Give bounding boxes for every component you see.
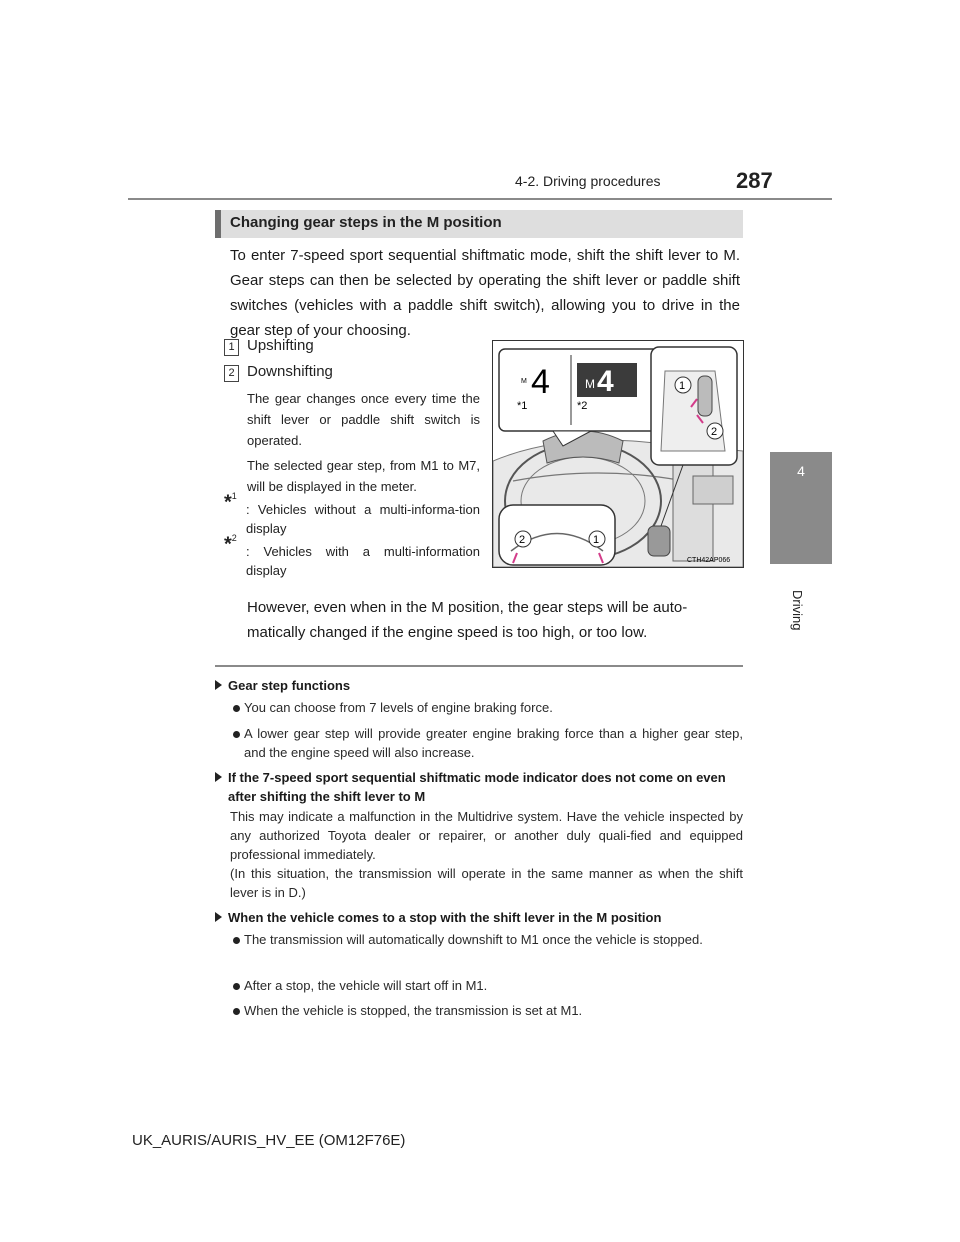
bullet [233, 937, 240, 944]
paragraph: The gear changes once every time the shift lever or paddle shift switch is operated. [247, 391, 480, 448]
item-label: Upshifting [247, 337, 314, 354]
section-title: 4-2. Driving procedures [515, 173, 661, 189]
bullet-text: After a stop, the vehicle will start off in M1. [244, 978, 488, 993]
chapter-tab [770, 452, 832, 564]
note-heading: If the 7-speed sport sequential shiftmatic mode indicator does not come on even after shifting the shift lever to M [215, 768, 743, 806]
star2-label: *2 [577, 400, 588, 412]
intro-paragraph: To enter 7-speed sport sequential shiftmatic mode, shift the shift lever to M. Gear steps can then be selected by operating the shift lever or paddle shift switches (vehicles with a paddle shift switch), allowing you to drive in the gear step of your choosing. [230, 247, 740, 339]
bullet-text: The transmission will automatically downshift to M1 once the vehicle is stopped. [244, 932, 703, 947]
note-marker [215, 680, 222, 690]
item-number: 1 [224, 339, 239, 356]
bullet-text: When the vehicle is stopped, the transmission is set at M1. [244, 1003, 583, 1018]
section-heading-marker [215, 210, 221, 238]
shift-illustration [492, 340, 744, 568]
bullet [233, 1008, 240, 1015]
lever-up-number: 1 [679, 380, 686, 392]
bullet-text: You can choose from 7 levels of engine braking force. [244, 700, 553, 715]
page-number: 287 [736, 168, 773, 193]
footnote-mark: *$^2$ [224, 533, 237, 556]
footnote-mark: *$^1$ [224, 491, 237, 514]
section-heading: Changing gear steps in the M position [230, 214, 502, 231]
note-marker [215, 772, 222, 782]
note-text: This may indicate a malfunction in the Multidrive system. Have the vehicle inspected by any authorized Toyota dealer or repairer, or another duly quali-fied and equipped professional immediately. [230, 809, 743, 862]
meter2-m: M [585, 377, 595, 391]
illustration-drawing [493, 341, 743, 567]
paddle-right-number: 1 [593, 534, 600, 546]
meter1-m: M [521, 378, 527, 385]
paddle-left-number: 2 [519, 534, 526, 546]
note-marker [215, 912, 222, 922]
bullet-text: A lower gear step will provide greater engine braking force than a higher gear step, and the engine speed will also increase. [244, 726, 743, 760]
note-heading: Gear step functions [215, 676, 350, 695]
chapter-number: 4 [797, 463, 805, 479]
star1-label: *1 [517, 400, 528, 412]
divider [215, 665, 743, 667]
footer-code: UK_AURIS/AURIS_HV_EE (OM12F76E) [132, 1132, 406, 1149]
item-label: Downshifting [247, 363, 333, 380]
bullet [233, 731, 240, 738]
lever-down-number: 2 [711, 426, 718, 438]
bullet [233, 705, 240, 712]
footnote-text: : Vehicles with a multi-information display [246, 544, 480, 578]
footnote-text: : Vehicles without a multi-informa-tion display [246, 502, 480, 536]
outro-paragraph: However, even when in the M position, the gear steps will be auto-matically changed if the engine speed is too high, or too low. [247, 599, 688, 641]
illustration-code: CTH42AP066 [687, 557, 731, 564]
paragraph: The selected gear step, from M1 to M7, will be displayed in the meter. [247, 458, 480, 494]
bullet [233, 983, 240, 990]
chapter-label: Driving [790, 590, 805, 631]
note-text: (In this situation, the transmission will operate in the same manner as when the shift lever is in D.) [230, 866, 743, 900]
header-rule [128, 198, 832, 200]
meter1-gear: 4 [531, 363, 550, 401]
meter2-gear: 4 [597, 365, 614, 398]
note-heading: When the vehicle comes to a stop with the shift lever in the M position [215, 908, 661, 927]
item-number: 2 [224, 365, 239, 382]
